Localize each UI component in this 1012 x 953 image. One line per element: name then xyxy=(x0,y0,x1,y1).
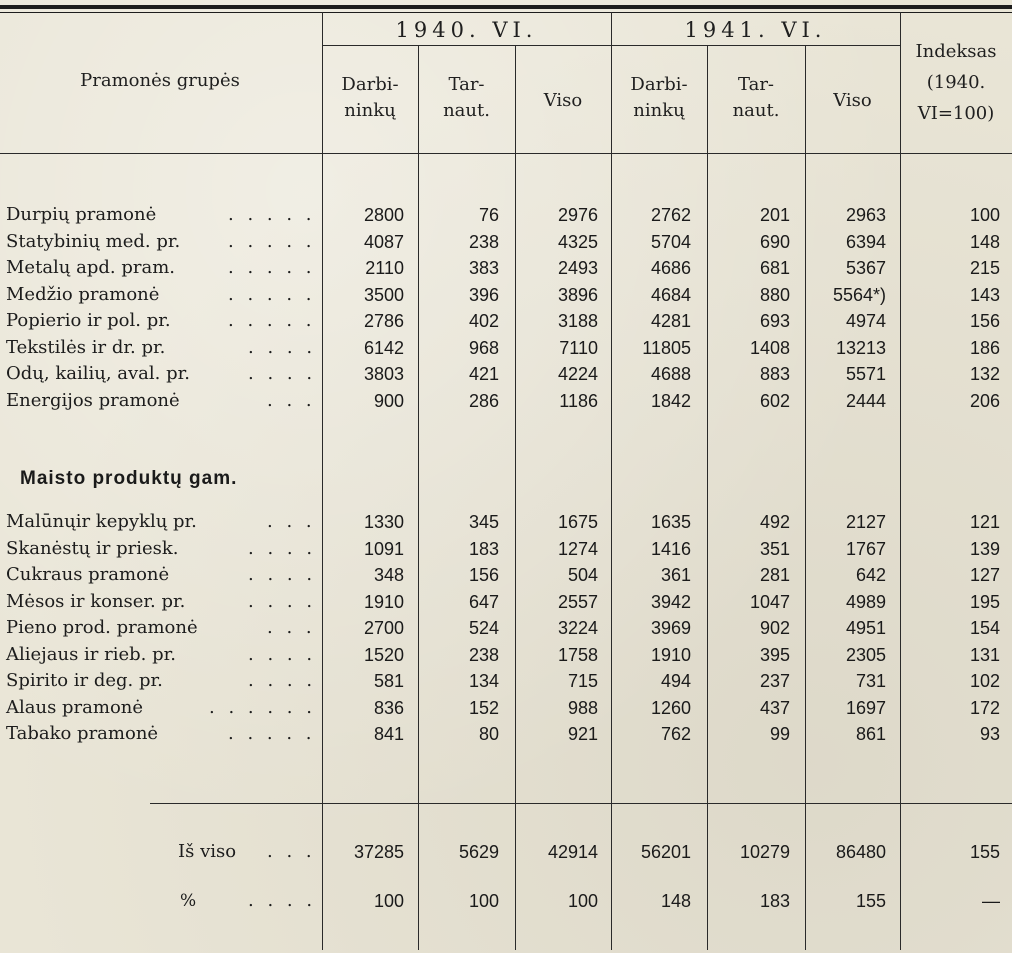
row-label: Skanėstų ir priesk. xyxy=(6,537,179,559)
cell-value: 100 xyxy=(969,205,1000,225)
cell-value: 395 xyxy=(759,644,790,665)
cell-value: 6394 xyxy=(845,231,886,252)
cell-value: 4951 xyxy=(845,618,886,638)
cell-value: 93 xyxy=(979,724,1000,744)
cell-value: 2493 xyxy=(557,258,598,278)
cell-value: 172 xyxy=(969,697,1000,718)
cell-value: 1091 xyxy=(363,538,404,559)
row-label: Spirito ir deg. pr. xyxy=(6,670,163,691)
cell-value: 731 xyxy=(855,671,886,691)
row-label: Malūnųir kepyklų pr. xyxy=(6,511,197,532)
cell-value: 2700 xyxy=(363,618,404,638)
cell-value: 100 xyxy=(468,891,499,911)
col-divider-5 xyxy=(707,45,708,950)
row-leader-dots: . . . xyxy=(267,511,316,532)
cell-value: 3942 xyxy=(650,591,691,612)
cell-value: 1260 xyxy=(650,697,691,718)
cell-value: 361 xyxy=(660,565,691,585)
cell-value: 4688 xyxy=(650,364,691,384)
cell-value: 148 xyxy=(660,891,691,911)
cell-value: 345 xyxy=(468,512,499,532)
cell-value: 715 xyxy=(567,671,598,691)
row-leader-dots: . . . . . xyxy=(228,723,316,744)
cell-value: 237 xyxy=(759,671,790,691)
header-bottom-rule xyxy=(0,153,1012,154)
cell-value: 841 xyxy=(373,724,404,744)
header-employees-1940: Tar- naut. xyxy=(443,74,490,121)
row-label: Popierio ir pol. pr. xyxy=(6,310,171,331)
section-food-heading: Maisto produktų gam. xyxy=(20,468,238,489)
cell-value: 1910 xyxy=(363,591,404,612)
cell-value: 281 xyxy=(759,565,790,585)
cell-value: 3224 xyxy=(557,618,598,638)
cell-value: 206 xyxy=(969,390,1000,411)
row-leader-dots: . . . . xyxy=(248,670,317,691)
cell-value: 921 xyxy=(567,724,598,744)
cell-value: 1520 xyxy=(363,644,404,665)
table-row xyxy=(0,361,1012,387)
row-label: Statybinių med. pr. xyxy=(6,230,181,252)
table-row xyxy=(0,308,1012,334)
cell-value: 7110 xyxy=(559,337,598,358)
cell-value: 762 xyxy=(660,724,691,744)
cell-value: 968 xyxy=(468,337,499,358)
cell-value: 1416 xyxy=(650,538,691,559)
cell-value: 836 xyxy=(373,697,404,718)
cell-value: 902 xyxy=(759,618,790,638)
cell-value: 286 xyxy=(468,390,499,411)
row-leader-dots: . . . . xyxy=(248,336,317,358)
row-label: Mėsos ir konser. pr. xyxy=(6,590,186,612)
cell-value: 4684 xyxy=(650,284,691,305)
row-label: Iš viso xyxy=(178,841,237,862)
row-label: Medžio pramonė xyxy=(6,283,160,305)
cell-value: 2557 xyxy=(557,591,598,612)
cell-value: 642 xyxy=(855,565,886,585)
cell-value: 6142 xyxy=(363,337,404,358)
cell-value: 4989 xyxy=(845,591,886,612)
cell-value: 13213 xyxy=(835,337,886,358)
row-label: Tabako pramonė xyxy=(6,723,159,744)
cell-value: 11805 xyxy=(642,337,691,358)
cell-value: 3969 xyxy=(650,618,691,638)
row-leader-dots: . . . . xyxy=(248,643,317,665)
header-total-1940: Viso xyxy=(543,90,583,111)
totals-rule xyxy=(150,803,1012,804)
cell-value: 154 xyxy=(969,618,1000,638)
cell-value: 148 xyxy=(969,231,1000,252)
cell-value: 681 xyxy=(759,258,790,278)
table-row xyxy=(0,202,1012,228)
cell-value: 348 xyxy=(373,565,404,585)
cell-value: 1186 xyxy=(559,390,598,411)
row-leader-dots: . . . xyxy=(267,617,316,638)
cell-value: 647 xyxy=(468,591,499,612)
cell-value: 100 xyxy=(567,891,598,911)
row-label: Aliejaus ir rieb. pr. xyxy=(6,643,176,665)
cell-value: 195 xyxy=(969,591,1000,612)
cell-value: 127 xyxy=(969,565,1000,585)
top-rule-thin xyxy=(0,12,1012,13)
table-row xyxy=(0,562,1012,588)
cell-value: 3500 xyxy=(363,284,404,305)
cell-value: 504 xyxy=(567,565,598,585)
table-row xyxy=(0,721,1012,747)
cell-value: 131 xyxy=(969,644,1000,665)
cell-value: 1910 xyxy=(650,644,691,665)
row-label: Durpių pramonė xyxy=(6,204,157,225)
header-year-1941: 1941. VI. xyxy=(684,18,827,42)
cell-value: 2976 xyxy=(557,205,598,225)
header-index: Indeksas (1940. VI=100) xyxy=(915,41,997,124)
header-total-1941: Viso xyxy=(833,90,872,111)
cell-value: 5704 xyxy=(650,231,691,252)
cell-value: 1697 xyxy=(845,697,886,718)
cell-value: 900 xyxy=(373,390,404,411)
cell-value: 437 xyxy=(759,697,790,718)
cell-value: 56201 xyxy=(640,842,691,862)
cell-value: 402 xyxy=(468,311,499,331)
row-leader-dots: . . . . xyxy=(248,590,317,612)
cell-value: 183 xyxy=(759,891,790,911)
cell-value: 2305 xyxy=(845,644,886,665)
cell-value: 238 xyxy=(468,644,499,665)
row-leader-dots: . . . . xyxy=(248,363,317,384)
cell-value: 152 xyxy=(468,697,499,718)
cell-value: 186 xyxy=(969,337,1000,358)
cell-value: 1274 xyxy=(557,538,598,559)
table-row xyxy=(0,536,1012,562)
cell-value: 156 xyxy=(468,565,499,585)
table-row xyxy=(0,255,1012,281)
cell-value: 139 xyxy=(969,538,1000,559)
row-leader-dots: . . . . . xyxy=(228,310,316,331)
cell-value: 2800 xyxy=(363,205,404,225)
cell-value: 5564*) xyxy=(832,284,886,305)
row-label: Metalų apd. pram. xyxy=(6,257,175,278)
cell-value: 396 xyxy=(468,284,499,305)
cell-value: 494 xyxy=(660,671,691,691)
cell-value: 10279 xyxy=(739,842,790,862)
cell-value: 99 xyxy=(769,724,790,744)
row-leader-dots: . . . . xyxy=(248,564,317,585)
cell-value: 143 xyxy=(969,284,1000,305)
cell-value: 80 xyxy=(478,724,499,744)
cell-value: 132 xyxy=(969,364,1000,384)
col-divider-2 xyxy=(418,45,419,950)
row-label: Tekstilės ir dr. pr. xyxy=(6,336,166,358)
row-leader-dots: . . . xyxy=(267,841,316,862)
header-group: Pramonės grupės xyxy=(80,70,240,91)
row-label: % xyxy=(180,891,197,911)
table-row xyxy=(0,839,1012,865)
cell-value: 102 xyxy=(969,671,1000,691)
cell-value: 215 xyxy=(969,258,1000,278)
cell-value: 383 xyxy=(468,258,499,278)
cell-value: 2963 xyxy=(845,205,886,225)
cell-value: 2762 xyxy=(650,205,691,225)
row-leader-dots: . . . . xyxy=(248,537,317,559)
cell-value: 421 xyxy=(468,364,499,384)
cell-value: 1047 xyxy=(749,591,790,612)
cell-value: 693 xyxy=(759,311,790,331)
cell-value: 5629 xyxy=(458,842,499,862)
row-leader-dots: . . . . . . xyxy=(209,696,316,718)
cell-value: 2444 xyxy=(845,390,886,411)
row-leader-dots: . . . . . xyxy=(228,283,316,305)
row-label: Pieno prod. pramonė xyxy=(6,617,198,638)
cell-value: 4087 xyxy=(363,231,404,252)
cell-value: 5571 xyxy=(845,364,886,384)
cell-value: 42914 xyxy=(547,842,598,862)
cell-value: 155 xyxy=(969,842,1000,862)
cell-value: 201 xyxy=(759,205,790,225)
cell-value: 134 xyxy=(468,671,499,691)
cell-value: 4325 xyxy=(557,231,598,252)
cell-value: 4974 xyxy=(845,311,886,331)
cell-value: 880 xyxy=(759,284,790,305)
row-label: Alaus pramonė xyxy=(6,696,144,718)
header-employees-1941: Tar- naut. xyxy=(732,74,780,121)
cell-value: 4224 xyxy=(557,364,598,384)
row-label: Energijos pramonė xyxy=(6,389,180,411)
cell-value: 238 xyxy=(468,231,499,252)
cell-value: 2110 xyxy=(365,258,404,278)
row-leader-dots: . . . xyxy=(267,389,316,411)
cell-value: 156 xyxy=(969,311,1000,331)
cell-value: 524 xyxy=(468,618,499,638)
cell-value: 883 xyxy=(759,364,790,384)
cell-value: 5367 xyxy=(845,258,886,278)
table-row xyxy=(0,509,1012,535)
cell-value: 121 xyxy=(969,512,1000,532)
cell-value: 1330 xyxy=(363,512,404,532)
cell-value: 37285 xyxy=(353,842,404,862)
cell-value: 86480 xyxy=(835,842,886,862)
cell-value: 76 xyxy=(478,205,499,225)
cell-value: 351 xyxy=(759,538,790,559)
cell-value: 3803 xyxy=(363,364,404,384)
cell-value: 2786 xyxy=(363,311,404,331)
cell-value: 3896 xyxy=(557,284,598,305)
header-workers-1941: Darbi- ninkų xyxy=(630,74,688,121)
table-row xyxy=(0,589,1012,615)
table-row xyxy=(0,388,1012,414)
cell-value: 602 xyxy=(759,390,790,411)
row-leader-dots: . . . . . xyxy=(228,230,316,252)
cell-value: 2127 xyxy=(845,512,886,532)
cell-value: 988 xyxy=(567,697,598,718)
col-divider-3 xyxy=(515,45,516,950)
row-label: Cukraus pramonė xyxy=(6,564,170,585)
cell-value: 1675 xyxy=(557,512,598,532)
table-row xyxy=(0,888,1012,914)
col-divider-6 xyxy=(805,45,806,950)
table-row xyxy=(0,335,1012,361)
table-row xyxy=(0,615,1012,641)
year-underline xyxy=(322,45,900,46)
cell-value: 492 xyxy=(759,512,790,532)
header-year-1940: 1940. VI. xyxy=(395,18,538,42)
table-row xyxy=(0,282,1012,308)
cell-value: 183 xyxy=(468,538,499,559)
cell-value: 861 xyxy=(855,724,886,744)
cell-value: 155 xyxy=(855,891,886,911)
cell-value: 4686 xyxy=(650,258,691,278)
row-label: Odų, kailių, aval. pr. xyxy=(6,363,190,384)
row-leader-dots: . . . . xyxy=(248,890,317,911)
cell-value: — xyxy=(982,891,1000,911)
table-row xyxy=(0,695,1012,721)
cell-value: 1758 xyxy=(557,644,598,665)
cell-value: 100 xyxy=(373,891,404,911)
cell-value: 581 xyxy=(373,671,404,691)
table-row xyxy=(0,229,1012,255)
cell-value: 4281 xyxy=(650,311,691,331)
table-row xyxy=(0,668,1012,694)
row-leader-dots: . . . . . xyxy=(228,204,316,225)
top-rule xyxy=(0,5,1012,9)
cell-value: 690 xyxy=(759,231,790,252)
cell-value: 1408 xyxy=(749,337,790,358)
table-row xyxy=(0,642,1012,668)
cell-value: 1635 xyxy=(650,512,691,532)
cell-value: 1767 xyxy=(845,538,886,559)
cell-value: 3188 xyxy=(557,311,598,331)
row-leader-dots: . . . . . xyxy=(228,257,316,278)
cell-value: 1842 xyxy=(650,390,691,411)
header-workers-1940: Darbi- ninkų xyxy=(341,74,399,121)
